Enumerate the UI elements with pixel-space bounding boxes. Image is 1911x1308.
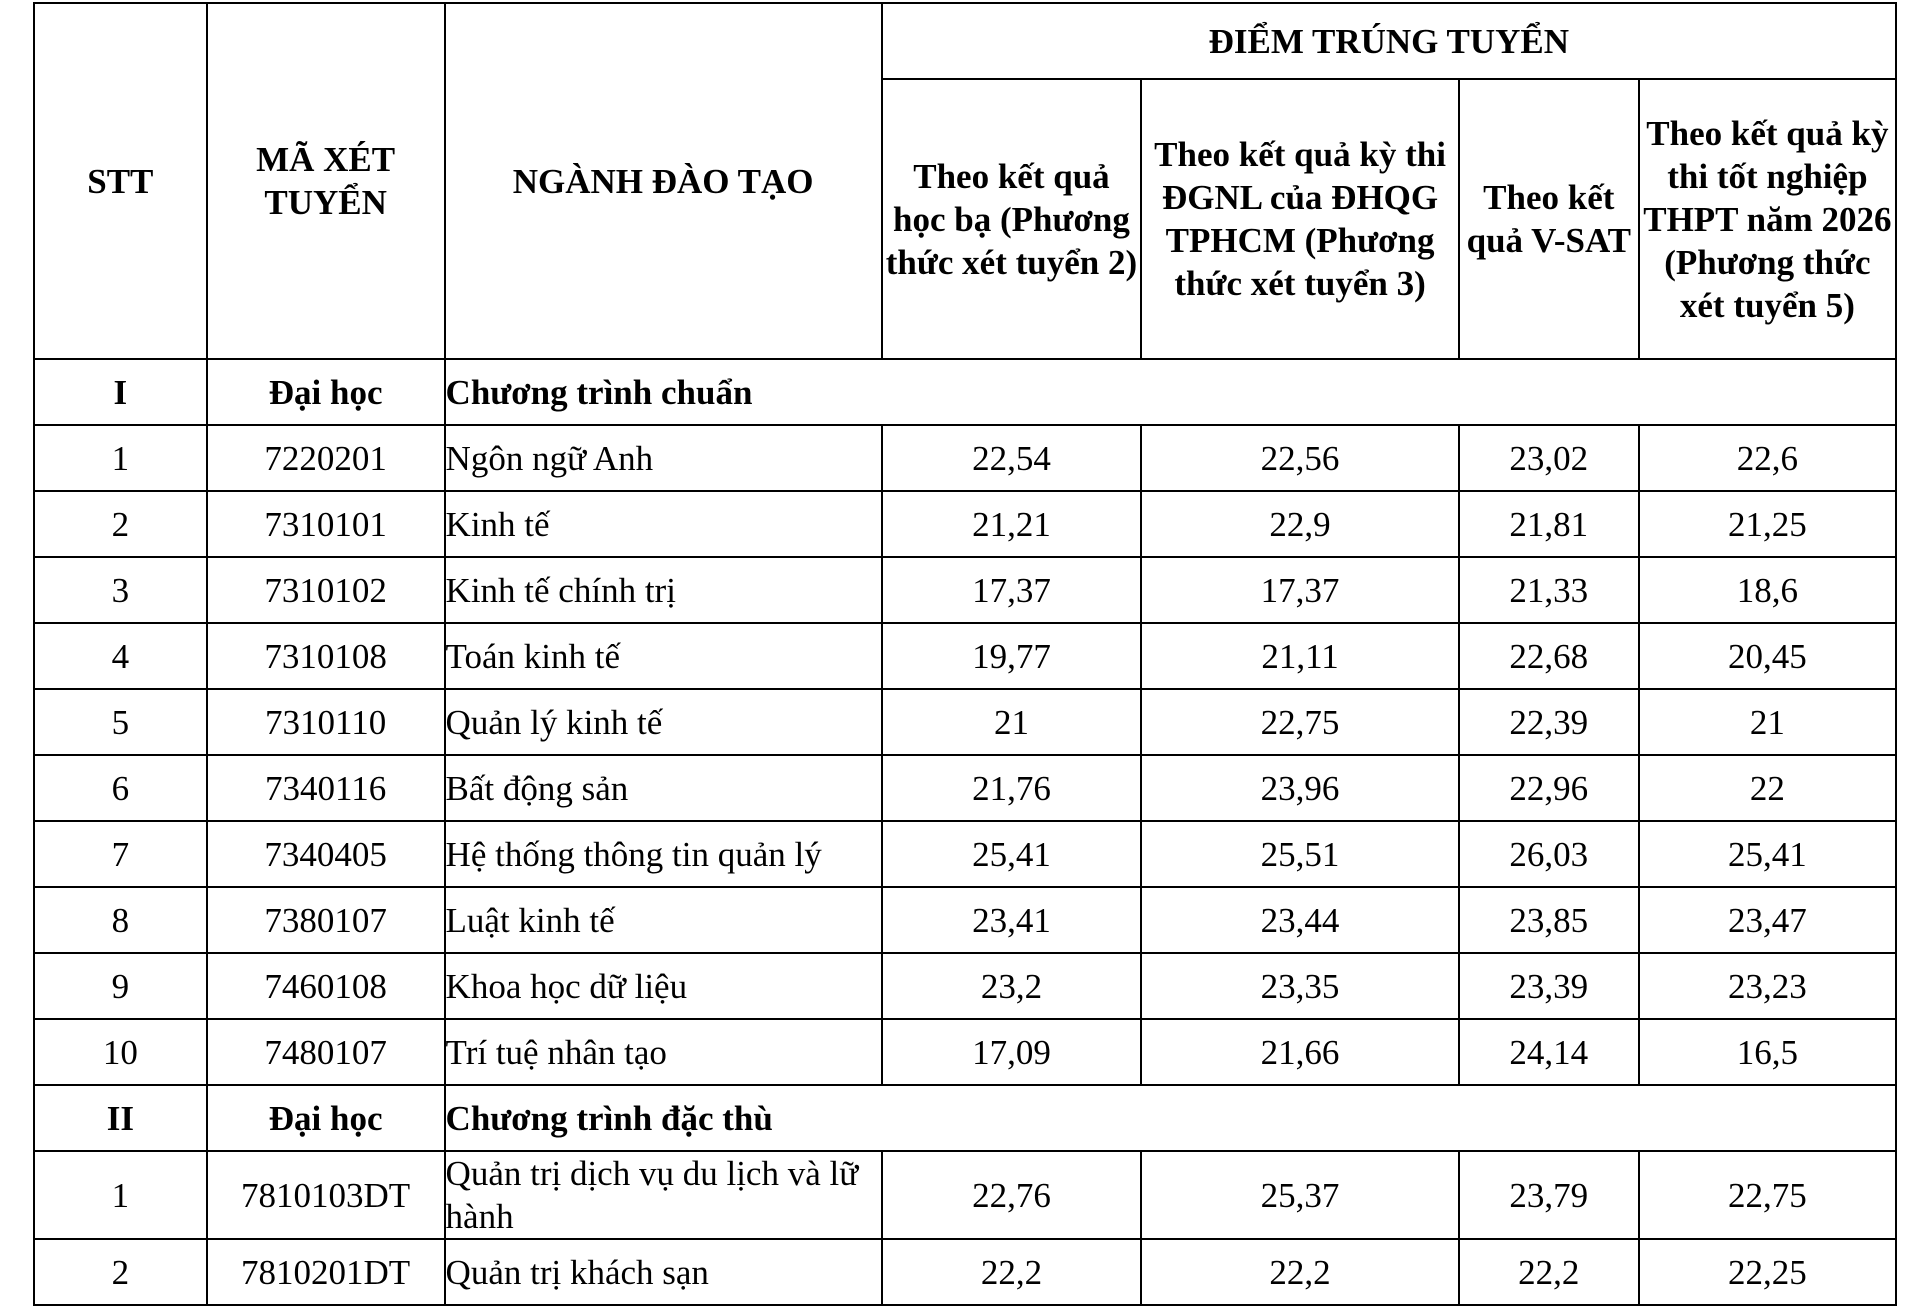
row-stt: 3 bbox=[34, 557, 207, 623]
score-method-5: 23,23 bbox=[1639, 953, 1896, 1019]
score-method-3: 25,51 bbox=[1141, 821, 1459, 887]
score-method-3: 23,44 bbox=[1141, 887, 1459, 953]
table-row bbox=[34, 491, 1896, 557]
row-major: Quản trị khách sạn bbox=[445, 1239, 882, 1305]
table-row bbox=[34, 953, 1896, 1019]
row-major: Kinh tế chính trị bbox=[445, 557, 882, 623]
score-method-3: 22,2 bbox=[1141, 1239, 1459, 1305]
score-vsat: 23,39 bbox=[1459, 953, 1639, 1019]
score-vsat: 26,03 bbox=[1459, 821, 1639, 887]
row-major: Kinh tế bbox=[445, 491, 882, 557]
row-major: Trí tuệ nhân tạo bbox=[445, 1019, 882, 1085]
score-vsat: 23,02 bbox=[1459, 425, 1639, 491]
table-row bbox=[34, 887, 1896, 953]
section-row bbox=[34, 1085, 1896, 1151]
header-row-1 bbox=[34, 3, 1896, 79]
score-method-3: 21,66 bbox=[1141, 1019, 1459, 1085]
row-stt: 6 bbox=[34, 755, 207, 821]
row-stt: 8 bbox=[34, 887, 207, 953]
score-method-5: 22,25 bbox=[1639, 1239, 1896, 1305]
row-stt: 2 bbox=[34, 1239, 207, 1305]
score-method-2: 17,37 bbox=[882, 557, 1142, 623]
row-code: 7310102 bbox=[207, 557, 445, 623]
row-major: Hệ thống thông tin quản lý bbox=[445, 821, 882, 887]
score-method-3: 23,96 bbox=[1141, 755, 1459, 821]
row-major: Bất động sản bbox=[445, 755, 882, 821]
row-code: 7310108 bbox=[207, 623, 445, 689]
score-method-5: 25,41 bbox=[1639, 821, 1896, 887]
row-stt: 5 bbox=[34, 689, 207, 755]
method-2-header: Theo kết quả học bạ (Phương thức xét tuyển 2) bbox=[882, 79, 1142, 359]
row-stt: 1 bbox=[34, 425, 207, 491]
major-header: NGÀNH ĐÀO TẠO bbox=[445, 3, 882, 359]
code-header: MÃ XÉT TUYỂN bbox=[207, 3, 445, 359]
section-row bbox=[34, 359, 1896, 425]
score-method-5: 23,47 bbox=[1639, 887, 1896, 953]
score-method-2: 19,77 bbox=[882, 623, 1142, 689]
row-stt: 9 bbox=[34, 953, 207, 1019]
section-program: Chương trình đặc thù bbox=[445, 1085, 1896, 1151]
score-method-2: 23,2 bbox=[882, 953, 1142, 1019]
stt-header: STT bbox=[34, 3, 207, 359]
score-method-2: 22,54 bbox=[882, 425, 1142, 491]
table-row bbox=[34, 755, 1896, 821]
row-code: 7380107 bbox=[207, 887, 445, 953]
score-vsat: 22,39 bbox=[1459, 689, 1639, 755]
score-method-3: 17,37 bbox=[1141, 557, 1459, 623]
score-vsat: 24,14 bbox=[1459, 1019, 1639, 1085]
row-stt: 4 bbox=[34, 623, 207, 689]
score-vsat: 23,85 bbox=[1459, 887, 1639, 953]
score-method-3: 22,75 bbox=[1141, 689, 1459, 755]
score-vsat: 21,33 bbox=[1459, 557, 1639, 623]
vsat-header: Theo kết quả V-SAT bbox=[1459, 79, 1639, 359]
score-method-5: 18,6 bbox=[1639, 557, 1896, 623]
row-code: 7480107 bbox=[207, 1019, 445, 1085]
score-method-2: 22,2 bbox=[882, 1239, 1142, 1305]
table-body bbox=[34, 359, 1896, 1305]
table-row bbox=[34, 689, 1896, 755]
score-method-2: 21,21 bbox=[882, 491, 1142, 557]
row-code: 7810103DT bbox=[207, 1151, 445, 1239]
section-program: Chương trình chuẩn bbox=[445, 359, 1896, 425]
section-level: Đại học bbox=[207, 359, 445, 425]
score-method-3: 23,35 bbox=[1141, 953, 1459, 1019]
score-vsat: 22,68 bbox=[1459, 623, 1639, 689]
table-row bbox=[34, 1239, 1896, 1305]
score-method-5: 22,6 bbox=[1639, 425, 1896, 491]
row-stt: 1 bbox=[34, 1151, 207, 1239]
row-major: Ngôn ngữ Anh bbox=[445, 425, 882, 491]
admission-scores-table bbox=[33, 2, 1897, 1306]
row-major: Quản lý kinh tế bbox=[445, 689, 882, 755]
row-major: Luật kinh tế bbox=[445, 887, 882, 953]
score-method-2: 17,09 bbox=[882, 1019, 1142, 1085]
score-method-2: 23,41 bbox=[882, 887, 1142, 953]
row-major: Quản trị dịch vụ du lịch và lữ hành bbox=[445, 1151, 882, 1239]
score-method-3: 22,9 bbox=[1141, 491, 1459, 557]
score-method-3: 25,37 bbox=[1141, 1151, 1459, 1239]
score-method-5: 22 bbox=[1639, 755, 1896, 821]
method-3-header: Theo kết quả kỳ thi ĐGNL của ĐHQG TPHCM (Phương thức xét tuyển 3) bbox=[1141, 79, 1459, 359]
row-stt: 10 bbox=[34, 1019, 207, 1085]
table-row bbox=[34, 557, 1896, 623]
row-code: 7810201DT bbox=[207, 1239, 445, 1305]
table-row bbox=[34, 425, 1896, 491]
row-major: Toán kinh tế bbox=[445, 623, 882, 689]
score-method-2: 21 bbox=[882, 689, 1142, 755]
score-group-header: ĐIỂM TRÚNG TUYỂN bbox=[882, 3, 1896, 79]
score-method-2: 25,41 bbox=[882, 821, 1142, 887]
section-level: Đại học bbox=[207, 1085, 445, 1151]
section-index: I bbox=[34, 359, 207, 425]
score-method-5: 16,5 bbox=[1639, 1019, 1896, 1085]
table-header bbox=[34, 3, 1896, 359]
row-code: 7310101 bbox=[207, 491, 445, 557]
table-row bbox=[34, 623, 1896, 689]
row-major: Khoa học dữ liệu bbox=[445, 953, 882, 1019]
row-code: 7340116 bbox=[207, 755, 445, 821]
score-vsat: 21,81 bbox=[1459, 491, 1639, 557]
score-vsat: 22,96 bbox=[1459, 755, 1639, 821]
row-stt: 7 bbox=[34, 821, 207, 887]
table-row bbox=[34, 821, 1896, 887]
score-method-2: 21,76 bbox=[882, 755, 1142, 821]
section-index: II bbox=[34, 1085, 207, 1151]
score-method-3: 22,56 bbox=[1141, 425, 1459, 491]
method-5-header: Theo kết quả kỳ thi tốt nghiệp THPT năm 2026 (Phương thức xét tuyển 5) bbox=[1639, 79, 1896, 359]
row-code: 7310110 bbox=[207, 689, 445, 755]
row-stt: 2 bbox=[34, 491, 207, 557]
score-method-5: 22,75 bbox=[1639, 1151, 1896, 1239]
table-row bbox=[34, 1019, 1896, 1085]
score-method-3: 21,11 bbox=[1141, 623, 1459, 689]
score-vsat: 22,2 bbox=[1459, 1239, 1639, 1305]
row-code: 7460108 bbox=[207, 953, 445, 1019]
score-method-5: 20,45 bbox=[1639, 623, 1896, 689]
score-vsat: 23,79 bbox=[1459, 1151, 1639, 1239]
score-method-5: 21 bbox=[1639, 689, 1896, 755]
table-row bbox=[34, 1151, 1896, 1239]
row-code: 7220201 bbox=[207, 425, 445, 491]
score-method-5: 21,25 bbox=[1639, 491, 1896, 557]
row-code: 7340405 bbox=[207, 821, 445, 887]
score-method-2: 22,76 bbox=[882, 1151, 1142, 1239]
